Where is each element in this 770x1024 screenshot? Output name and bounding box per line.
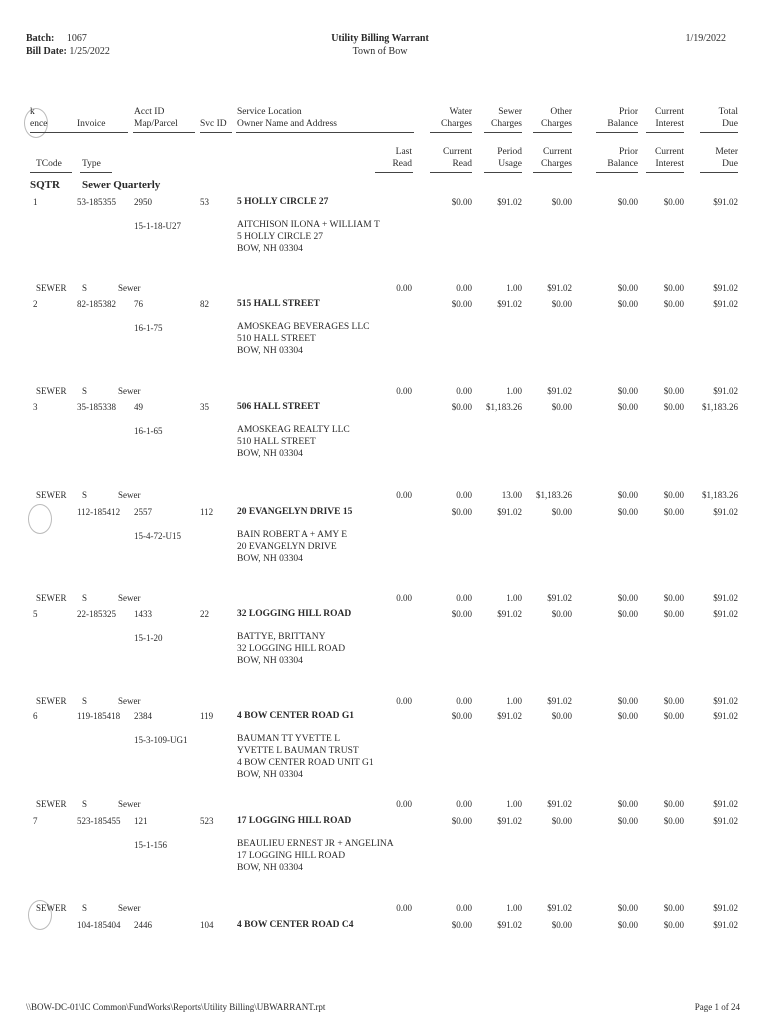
record-map-parcel: 15-1-20 <box>134 633 163 643</box>
record-acct-id: 2446 <box>134 920 152 930</box>
meter-period-usage: 1.00 <box>506 799 522 809</box>
meter-type: Sewer <box>118 903 141 913</box>
record-total-due: $91.02 <box>713 507 738 517</box>
record-invoice: 112-185412 <box>77 507 121 517</box>
record-sewer-charges: $91.02 <box>497 609 522 619</box>
record-owner-line: BOW, NH 03304 <box>237 656 303 666</box>
meter-current-charges: $91.02 <box>547 799 572 809</box>
header-underline <box>700 172 738 173</box>
record-prior-balance: $0.00 <box>617 816 638 826</box>
record-total-due: $91.02 <box>713 816 738 826</box>
col-current-charges: Current Charges <box>541 147 572 169</box>
record-service-location: 5 HOLLY CIRCLE 27 <box>237 197 329 207</box>
meter-due: $91.02 <box>713 696 738 706</box>
header-underline <box>133 132 195 133</box>
record-sewer-charges: $91.02 <box>497 197 522 207</box>
record-current-interest: $0.00 <box>663 299 684 309</box>
report-title: Utility Billing Warrant <box>331 33 429 44</box>
footer-page: Page 1 of 24 <box>694 1002 740 1012</box>
record-sequence: 1 <box>33 197 38 207</box>
bill-date-label: Bill Date: <box>26 46 67 57</box>
col-invoice: Invoice <box>77 119 106 129</box>
meter-current-read: 0.00 <box>456 386 472 396</box>
record-map-parcel: 15-3-109-UG1 <box>134 735 188 745</box>
record-invoice: 35-185338 <box>77 402 116 412</box>
meter-current-interest: $0.00 <box>663 696 684 706</box>
meter-type: Sewer <box>118 593 141 603</box>
record-sewer-charges: $91.02 <box>497 920 522 930</box>
record-sequence: 6 <box>33 711 38 721</box>
meter-period-usage: 1.00 <box>506 593 522 603</box>
record-prior-balance: $0.00 <box>617 711 638 721</box>
col-service-location: Service Location Owner Name and Address <box>237 107 337 129</box>
record-acct-id: 2384 <box>134 711 152 721</box>
record-service-location: 4 BOW CENTER ROAD G1 <box>237 711 355 721</box>
record-service-location: 17 LOGGING HILL ROAD <box>237 816 352 826</box>
meter-period-usage: 1.00 <box>506 696 522 706</box>
record-sequence: 7 <box>33 816 38 826</box>
record-current-interest: $0.00 <box>663 402 684 412</box>
col-svc-id: Svc ID <box>200 119 227 129</box>
meter-due: $91.02 <box>713 799 738 809</box>
record-owner-line: BOW, NH 03304 <box>237 244 303 254</box>
record-other-charges: $0.00 <box>551 920 572 930</box>
col-other-charges: Other Charges <box>541 107 572 129</box>
record-owner-line: BEAULIEU ERNEST JR + ANGELINA <box>237 839 394 849</box>
record-prior-balance: $0.00 <box>617 197 638 207</box>
record-other-charges: $0.00 <box>551 507 572 517</box>
record-owner-line: 32 LOGGING HILL ROAD <box>237 644 346 654</box>
meter-type-code: S <box>82 490 88 500</box>
meter-type-code: S <box>82 386 88 396</box>
record-total-due: $91.02 <box>713 920 738 930</box>
col-current-read: Current Read <box>442 147 472 169</box>
record-svc-id: 104 <box>200 920 214 930</box>
record-water-charges: $0.00 <box>451 197 472 207</box>
record-prior-balance: $0.00 <box>617 920 638 930</box>
col-tcode: TCode <box>36 159 62 169</box>
meter-prior-balance: $0.00 <box>617 593 638 603</box>
meter-current-interest: $0.00 <box>663 903 684 913</box>
meter-current-charges: $91.02 <box>547 696 572 706</box>
record-sequence: 2 <box>33 299 38 309</box>
col-sewer-charges: Sewer Charges <box>491 107 522 129</box>
record-current-interest: $0.00 <box>663 711 684 721</box>
record-total-due: $1,183.26 <box>702 402 738 412</box>
col-type: Type <box>82 159 101 169</box>
record-invoice: 82-185382 <box>77 299 116 309</box>
record-service-location: 32 LOGGING HILL ROAD <box>237 609 352 619</box>
header-underline <box>646 132 684 133</box>
record-prior-balance: $0.00 <box>617 299 638 309</box>
meter-type-code: S <box>82 903 88 913</box>
meter-tcode: SEWER <box>36 903 67 913</box>
record-owner-line: AITCHISON ILONA + WILLIAM T <box>237 220 380 230</box>
record-sequence: 3 <box>33 402 38 412</box>
record-owner-line: YVETTE L BAUMAN TRUST <box>237 746 359 756</box>
record-service-location: 20 EVANGELYN DRIVE 15 <box>237 507 353 517</box>
header-underline <box>533 172 572 173</box>
meter-current-read: 0.00 <box>456 903 472 913</box>
record-owner-line: BOW, NH 03304 <box>237 346 303 356</box>
meter-period-usage: 1.00 <box>506 283 522 293</box>
col-meter-due: Meter Due <box>715 147 738 169</box>
record-svc-id: 112 <box>200 507 214 517</box>
record-sequence: 5 <box>33 609 38 619</box>
record-acct-id: 1433 <box>134 609 152 619</box>
record-total-due: $91.02 <box>713 197 738 207</box>
record-other-charges: $0.00 <box>551 197 572 207</box>
batch-label: Batch: <box>26 33 55 44</box>
record-map-parcel: 16-1-65 <box>134 426 163 436</box>
record-sewer-charges: $91.02 <box>497 711 522 721</box>
meter-current-interest: $0.00 <box>663 799 684 809</box>
meter-last-read: 0.00 <box>396 593 412 603</box>
record-current-interest: $0.00 <box>663 920 684 930</box>
record-owner-line: BOW, NH 03304 <box>237 554 303 564</box>
record-water-charges: $0.00 <box>451 816 472 826</box>
record-invoice: 119-185418 <box>77 711 121 721</box>
meter-type-code: S <box>82 283 88 293</box>
bill-date-value: 1/25/2022 <box>69 46 110 57</box>
record-acct-id: 121 <box>134 816 148 826</box>
meter-due: $91.02 <box>713 593 738 603</box>
record-map-parcel: 15-1-156 <box>134 840 167 850</box>
record-acct-id: 76 <box>134 299 143 309</box>
record-owner-line: BOW, NH 03304 <box>237 863 303 873</box>
col-prior-balance-2: Prior Balance <box>607 147 638 169</box>
meter-tcode: SEWER <box>36 696 67 706</box>
record-prior-balance: $0.00 <box>617 609 638 619</box>
meter-current-charges: $91.02 <box>547 593 572 603</box>
meter-due: $1,183.26 <box>702 490 738 500</box>
meter-current-interest: $0.00 <box>663 490 684 500</box>
meter-tcode: SEWER <box>36 386 67 396</box>
meter-last-read: 0.00 <box>396 799 412 809</box>
meter-prior-balance: $0.00 <box>617 283 638 293</box>
meter-current-read: 0.00 <box>456 490 472 500</box>
meter-tcode: SEWER <box>36 799 67 809</box>
meter-prior-balance: $0.00 <box>617 696 638 706</box>
meter-period-usage: 13.00 <box>501 490 522 500</box>
print-date: 1/19/2022 <box>685 33 726 44</box>
batch-line <box>26 33 87 44</box>
meter-current-read: 0.00 <box>456 696 472 706</box>
record-svc-id: 523 <box>200 816 214 826</box>
header-underline <box>200 132 232 133</box>
header-underline <box>80 172 112 173</box>
record-other-charges: $0.00 <box>551 402 572 412</box>
meter-due: $91.02 <box>713 283 738 293</box>
record-other-charges: $0.00 <box>551 609 572 619</box>
record-sewer-charges: $91.02 <box>497 816 522 826</box>
meter-type: Sewer <box>118 386 141 396</box>
record-owner-line: 510 HALL STREET <box>237 437 316 447</box>
header-underline <box>596 132 638 133</box>
meter-current-charges: $91.02 <box>547 386 572 396</box>
header-underline <box>30 132 128 133</box>
record-owner-line: 5 HOLLY CIRCLE 27 <box>237 232 324 242</box>
meter-tcode: SEWER <box>36 593 67 603</box>
record-current-interest: $0.00 <box>663 816 684 826</box>
record-other-charges: $0.00 <box>551 816 572 826</box>
header-underline <box>375 172 413 173</box>
record-map-parcel: 16-1-75 <box>134 323 163 333</box>
group-name: Sewer Quarterly <box>82 179 161 191</box>
record-owner-line: BAIN ROBERT A + AMY E <box>237 530 348 540</box>
meter-due: $91.02 <box>713 903 738 913</box>
record-owner-line: BOW, NH 03304 <box>237 449 303 459</box>
record-owner-line: AMOSKEAG REALTY LLC <box>237 425 350 435</box>
header-underline <box>533 132 572 133</box>
record-owner-line: 20 EVANGELYN DRIVE <box>237 542 337 552</box>
meter-type: Sewer <box>118 799 141 809</box>
report-subtitle: Town of Bow <box>352 46 408 57</box>
record-invoice: 104-185404 <box>77 920 121 930</box>
punch-hole <box>28 504 52 534</box>
record-water-charges: $0.00 <box>451 920 472 930</box>
record-total-due: $91.02 <box>713 299 738 309</box>
meter-prior-balance: $0.00 <box>617 490 638 500</box>
record-svc-id: 82 <box>200 299 209 309</box>
record-service-location: 506 HALL STREET <box>237 402 320 412</box>
record-prior-balance: $0.00 <box>617 507 638 517</box>
meter-last-read: 0.00 <box>396 696 412 706</box>
record-water-charges: $0.00 <box>451 609 472 619</box>
header-underline <box>484 172 522 173</box>
record-owner-line: BOW, NH 03304 <box>237 770 303 780</box>
record-current-interest: $0.00 <box>663 507 684 517</box>
meter-type-code: S <box>82 696 88 706</box>
meter-type-code: S <box>82 593 88 603</box>
meter-last-read: 0.00 <box>396 386 412 396</box>
record-water-charges: $0.00 <box>451 711 472 721</box>
header-underline <box>646 172 684 173</box>
col-last-read: Last Read <box>392 147 412 169</box>
record-invoice: 22-185325 <box>77 609 116 619</box>
record-acct-id: 2557 <box>134 507 152 517</box>
col-water-charges: Water Charges <box>441 107 472 129</box>
record-svc-id: 22 <box>200 609 209 619</box>
bill-date-line <box>26 46 110 57</box>
record-owner-line: 4 BOW CENTER ROAD UNIT G1 <box>237 758 374 768</box>
record-svc-id: 35 <box>200 402 209 412</box>
meter-type: Sewer <box>118 696 141 706</box>
record-acct-id: 2950 <box>134 197 152 207</box>
meter-current-read: 0.00 <box>456 593 472 603</box>
record-prior-balance: $0.00 <box>617 402 638 412</box>
footer-path: \\BOW-DC-01\IC Common\FundWorks\Reports\Utility Billing\UBWARRANT.rpt <box>26 1002 326 1012</box>
record-owner-line: 510 HALL STREET <box>237 334 316 344</box>
meter-type-code: S <box>82 799 88 809</box>
header-underline <box>596 172 638 173</box>
record-sewer-charges: $1,183.26 <box>486 402 522 412</box>
record-water-charges: $0.00 <box>451 402 472 412</box>
record-map-parcel: 15-1-18-U27 <box>134 221 181 231</box>
meter-period-usage: 1.00 <box>506 903 522 913</box>
record-owner-line: AMOSKEAG BEVERAGES LLC <box>237 322 370 332</box>
record-svc-id: 53 <box>200 197 209 207</box>
record-service-location: 515 HALL STREET <box>237 299 320 309</box>
record-total-due: $91.02 <box>713 711 738 721</box>
group-code: SQTR <box>30 179 60 191</box>
col-current-interest-2: Current Interest <box>654 147 684 169</box>
meter-last-read: 0.00 <box>396 490 412 500</box>
meter-due: $91.02 <box>713 386 738 396</box>
meter-period-usage: 1.00 <box>506 386 522 396</box>
meter-current-read: 0.00 <box>456 283 472 293</box>
header-underline <box>30 172 72 173</box>
meter-current-interest: $0.00 <box>663 386 684 396</box>
header-underline <box>430 132 472 133</box>
record-water-charges: $0.00 <box>451 299 472 309</box>
meter-prior-balance: $0.00 <box>617 799 638 809</box>
record-current-interest: $0.00 <box>663 197 684 207</box>
record-water-charges: $0.00 <box>451 507 472 517</box>
meter-type: Sewer <box>118 283 141 293</box>
record-other-charges: $0.00 <box>551 299 572 309</box>
header-underline <box>700 132 738 133</box>
record-total-due: $91.02 <box>713 609 738 619</box>
meter-prior-balance: $0.00 <box>617 386 638 396</box>
record-service-location: 4 BOW CENTER ROAD C4 <box>237 920 354 930</box>
meter-tcode: SEWER <box>36 490 67 500</box>
record-invoice: 523-185455 <box>77 816 121 826</box>
record-map-parcel: 15-4-72-U15 <box>134 531 181 541</box>
meter-type: Sewer <box>118 490 141 500</box>
record-owner-line: BATTYE, BRITTANY <box>237 632 326 642</box>
meter-current-charges: $91.02 <box>547 283 572 293</box>
meter-current-charges: $91.02 <box>547 903 572 913</box>
meter-current-charges: $1,183.26 <box>536 490 572 500</box>
record-other-charges: $0.00 <box>551 711 572 721</box>
record-acct-id: 49 <box>134 402 143 412</box>
record-invoice: 53-185355 <box>77 197 116 207</box>
record-owner-line: BAUMAN TT YVETTE L <box>237 734 340 744</box>
col-total-due: Total Due <box>718 107 738 129</box>
col-prior-balance: Prior Balance <box>607 107 638 129</box>
header-underline <box>236 132 414 133</box>
record-current-interest: $0.00 <box>663 609 684 619</box>
meter-prior-balance: $0.00 <box>617 903 638 913</box>
meter-current-read: 0.00 <box>456 799 472 809</box>
record-sewer-charges: $91.02 <box>497 299 522 309</box>
meter-current-interest: $0.00 <box>663 593 684 603</box>
record-owner-line: 17 LOGGING HILL ROAD <box>237 851 346 861</box>
header-underline <box>484 132 522 133</box>
col-period-usage: Period Usage <box>497 147 522 169</box>
meter-last-read: 0.00 <box>396 903 412 913</box>
record-sewer-charges: $91.02 <box>497 507 522 517</box>
col-sequence: k ence <box>30 107 48 129</box>
record-svc-id: 119 <box>200 711 214 721</box>
header-underline <box>430 172 472 173</box>
meter-current-interest: $0.00 <box>663 283 684 293</box>
col-acct-id: Acct ID Map/Parcel <box>134 107 178 129</box>
col-current-interest: Current Interest <box>654 107 684 129</box>
meter-last-read: 0.00 <box>396 283 412 293</box>
batch-value: 1067 <box>66 33 87 44</box>
meter-tcode: SEWER <box>36 283 67 293</box>
